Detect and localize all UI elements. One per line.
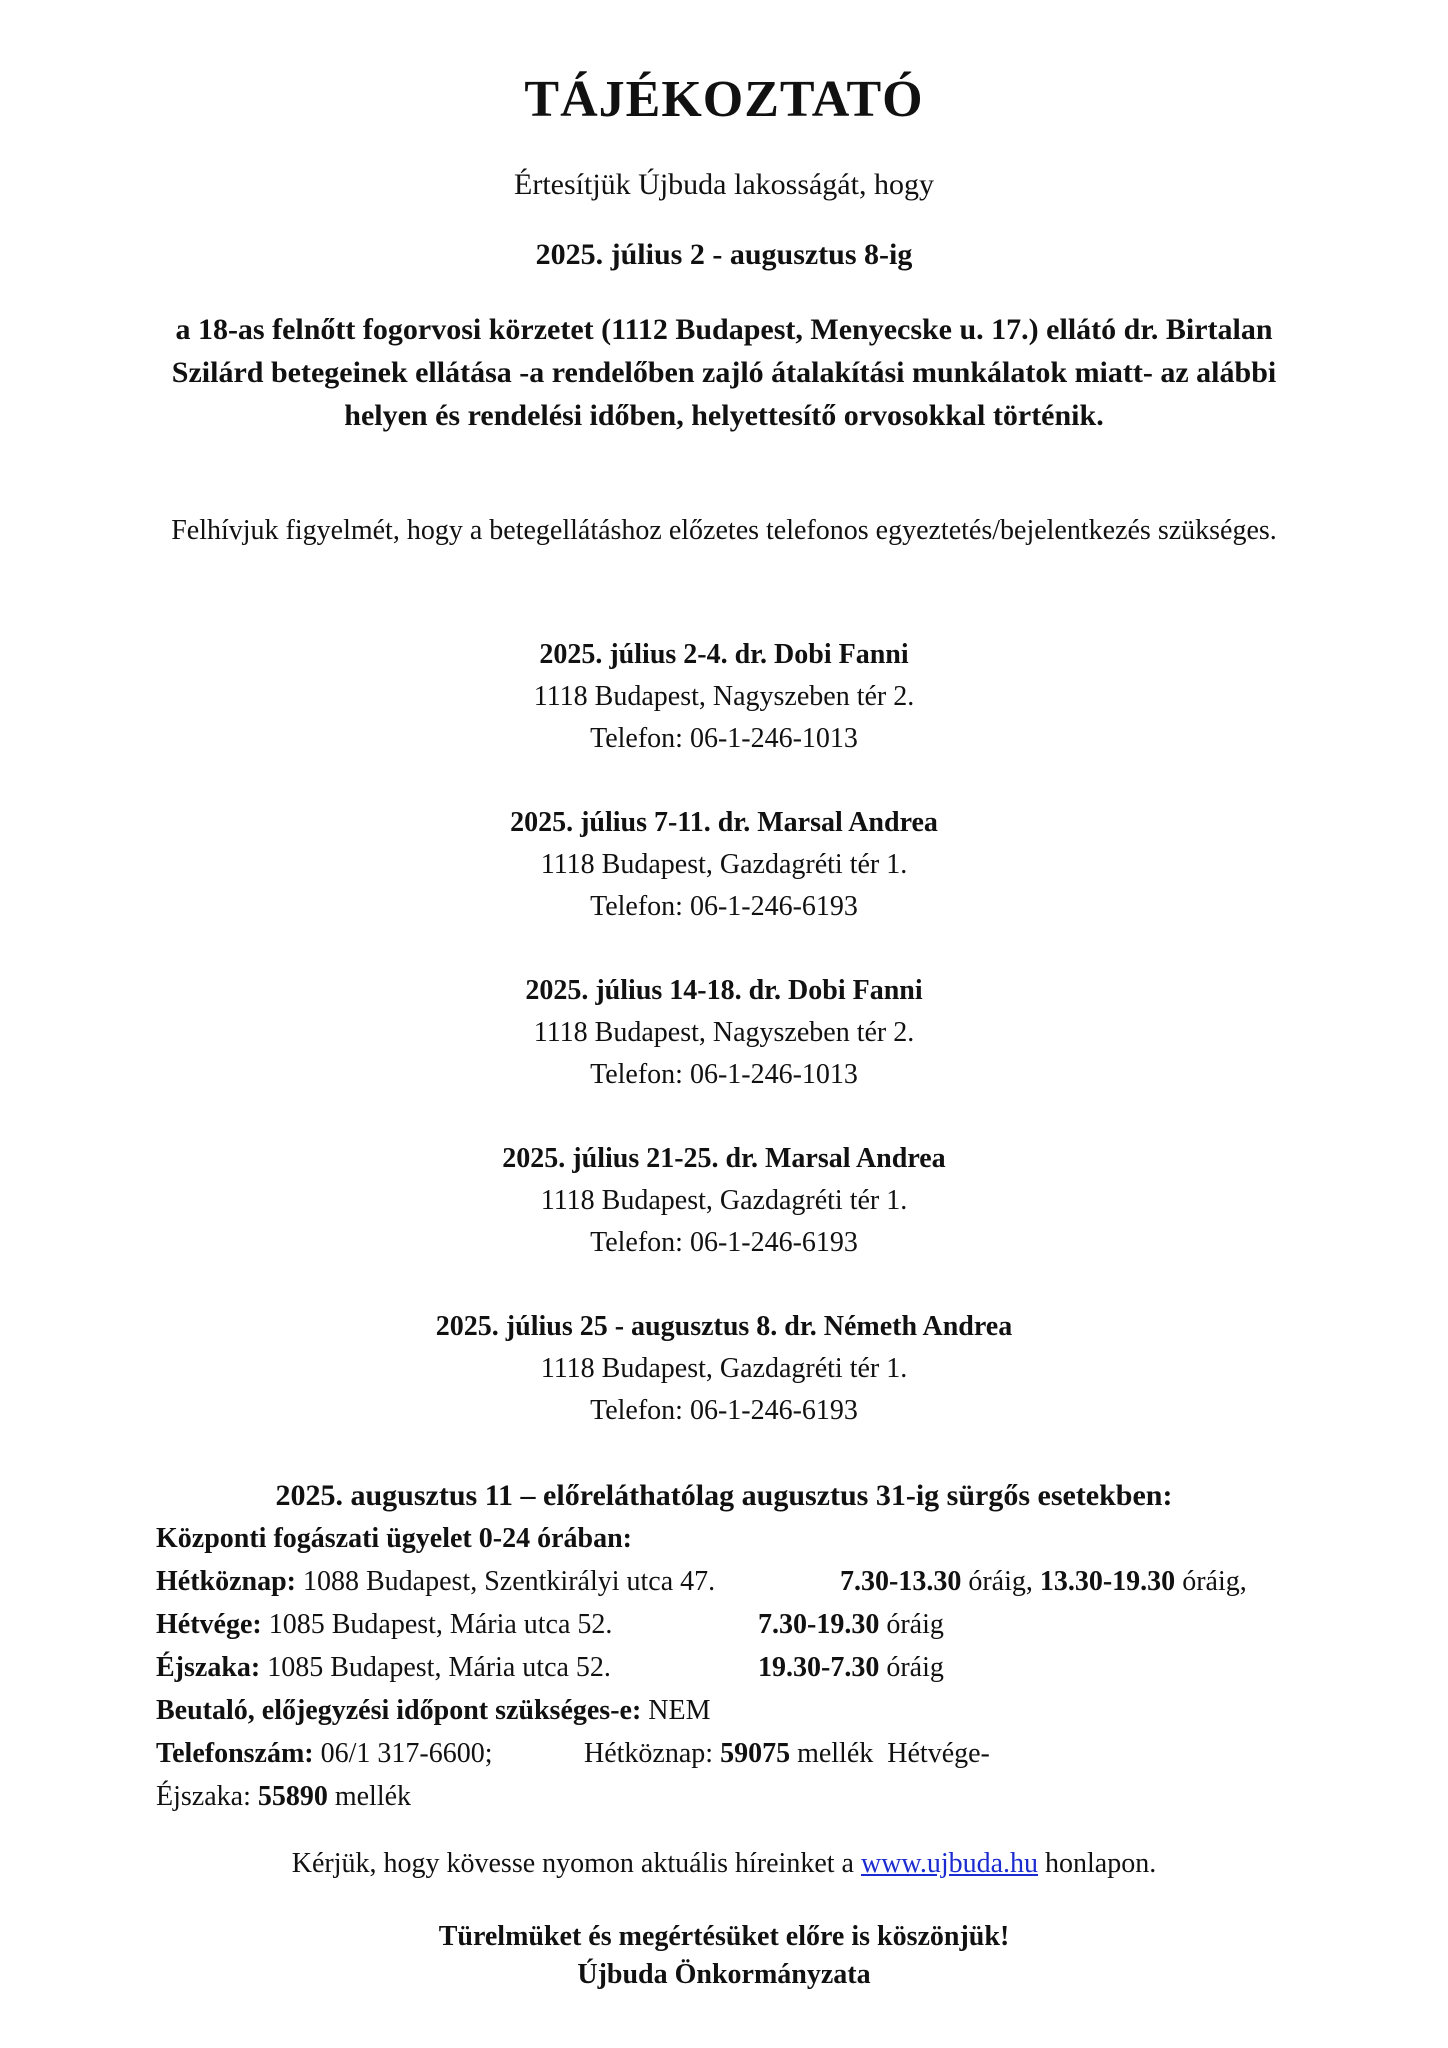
schedule-item-phone: Telefon: 06-1-246-6193 (590, 1395, 858, 1426)
weekday-ext-label: Hétköznap: (584, 1738, 714, 1769)
schedule-item (0, 802, 1448, 928)
schedule-item-phone: Telefon: 06-1-246-1013 (590, 1059, 858, 1090)
schedule-item-phone: Telefon: 06-1-246-1013 (590, 723, 858, 754)
weekday-address: 1088 Budapest, Szentkirályi utca 47. (303, 1566, 716, 1597)
night-hours (758, 1646, 944, 1689)
august-title: 2025. augusztus 11 – előreláthatólag augusztus 31-ig sürgős esetekben: (275, 1479, 1173, 1512)
night-ext-label: Éjszaka: (156, 1781, 251, 1812)
intro-text: Értesítjük Újbuda lakosságát, hogy (514, 168, 934, 201)
weekday-ext: 59075 (720, 1738, 791, 1769)
footer-text-after: honlapon. (1045, 1848, 1157, 1879)
ext-word: mellék (797, 1738, 874, 1769)
page-title: TÁJÉKOZTATÓ (524, 71, 924, 128)
footer-text-before: Kérjük, hogy kövesse nyomon aktuális híreinket a (291, 1848, 854, 1879)
schedule-item-phone: Telefon: 06-1-246-6193 (590, 891, 858, 922)
footer-note (0, 1848, 1448, 1880)
schedule-item-address: 1118 Budapest, Gazdagréti tér 1. (540, 849, 908, 880)
night-hours-value: 19.30-7.30 (758, 1652, 880, 1683)
substitution-schedule (0, 634, 1448, 1474)
schedule-item (0, 1138, 1448, 1264)
night-ext: 55890 (257, 1781, 328, 1812)
weekend-label: Hétvége: (156, 1609, 262, 1640)
phone-label: Telefonszám: (156, 1738, 314, 1769)
ext-word-2: mellék (334, 1781, 412, 1812)
main-paragraph: a 18-as felnőtt fogorvosi körzetet (1112 Budapest, Menyecske u. 17.) ellátó dr. Birtalan Szilárd betegeinek ellátása -a rendelőben zajló átalakítási munkálatok miatt- az alábbi helyen és rendelési időben, helyettesítő orvosokkal történik. (171, 313, 1277, 432)
period-text: 2025. július 2 - augusztus 8-ig (535, 238, 913, 271)
night-ext-row (156, 1775, 1306, 1818)
schedule-item (0, 634, 1448, 760)
schedule-item-address: 1118 Budapest, Gazdagréti tér 1. (540, 1185, 908, 1216)
weekday-hours-1: 7.30-13.30 (840, 1566, 962, 1597)
website-link[interactable]: www.ujbuda.hu (860, 1848, 1039, 1879)
schedule-item-heading: 2025. július 14-18. dr. Dobi Fanni (525, 975, 923, 1006)
night-label: Éjszaka: (156, 1652, 261, 1683)
referral-label: Beutaló, előjegyzési időpont szükséges-e: (156, 1695, 642, 1726)
phone-extensions (584, 1732, 990, 1775)
night-hours-suffix: óráig (886, 1652, 944, 1683)
weekday-row (156, 1560, 1306, 1603)
weekend-ext-label: Hétvége- (887, 1738, 990, 1769)
night-row (156, 1646, 1306, 1689)
referral-row (156, 1689, 1306, 1732)
phone-value: 06/1 317-6600; (320, 1738, 493, 1769)
schedule-item-address: 1118 Budapest, Nagyszeben tér 2. (533, 681, 915, 712)
weekday-hours-2: 13.30-19.30 (1039, 1566, 1176, 1597)
schedule-item-heading: 2025. július 25 - augusztus 8. dr. Németh Andrea (435, 1311, 1013, 1342)
weekend-hours-suffix: óráig (886, 1609, 944, 1640)
weekday-label: Hétköznap: (156, 1566, 296, 1597)
schedule-item (0, 970, 1448, 1096)
schedule-item-heading: 2025. július 21-25. dr. Marsal Andrea (502, 1143, 946, 1174)
closing-block (0, 1918, 1448, 1994)
schedule-item-address: 1118 Budapest, Gazdagréti tér 1. (540, 1353, 908, 1384)
schedule-item-heading: 2025. július 7-11. dr. Marsal Andrea (510, 807, 938, 838)
august-emergency-block (156, 1474, 1306, 1818)
phone-row (156, 1732, 1306, 1775)
weekday-hours-2-suffix: óráig, (1182, 1566, 1247, 1597)
weekend-address: 1085 Budapest, Mária utca 52. (268, 1609, 613, 1640)
referral-value: NEM (648, 1695, 711, 1726)
weekend-hours-value: 7.30-19.30 (758, 1609, 880, 1640)
central-duty-label: Központi fogászati ügyelet 0-24 órában: (156, 1523, 632, 1554)
notice-paragraph: Felhívjuk figyelmét, hogy a betegellátáshoz előzetes telefonos egyeztetés/bejelentkezés szükséges. (171, 515, 1277, 546)
schedule-item (0, 1306, 1448, 1432)
thanks-line: Türelmüket és megértésüket előre is köszönjük! (438, 1921, 1010, 1952)
schedule-item-address: 1118 Budapest, Nagyszeben tér 2. (533, 1017, 915, 1048)
weekday-hours-1-suffix: óráig, (968, 1566, 1033, 1597)
schedule-item-heading: 2025. július 2-4. dr. Dobi Fanni (539, 639, 909, 670)
schedule-item-phone: Telefon: 06-1-246-6193 (590, 1227, 858, 1258)
weekend-row (156, 1603, 1306, 1646)
weekend-hours (758, 1603, 944, 1646)
weekday-hours (840, 1560, 1247, 1603)
signature: Újbuda Önkormányzata (577, 1959, 871, 1990)
night-address: 1085 Budapest, Mária utca 52. (267, 1652, 611, 1683)
